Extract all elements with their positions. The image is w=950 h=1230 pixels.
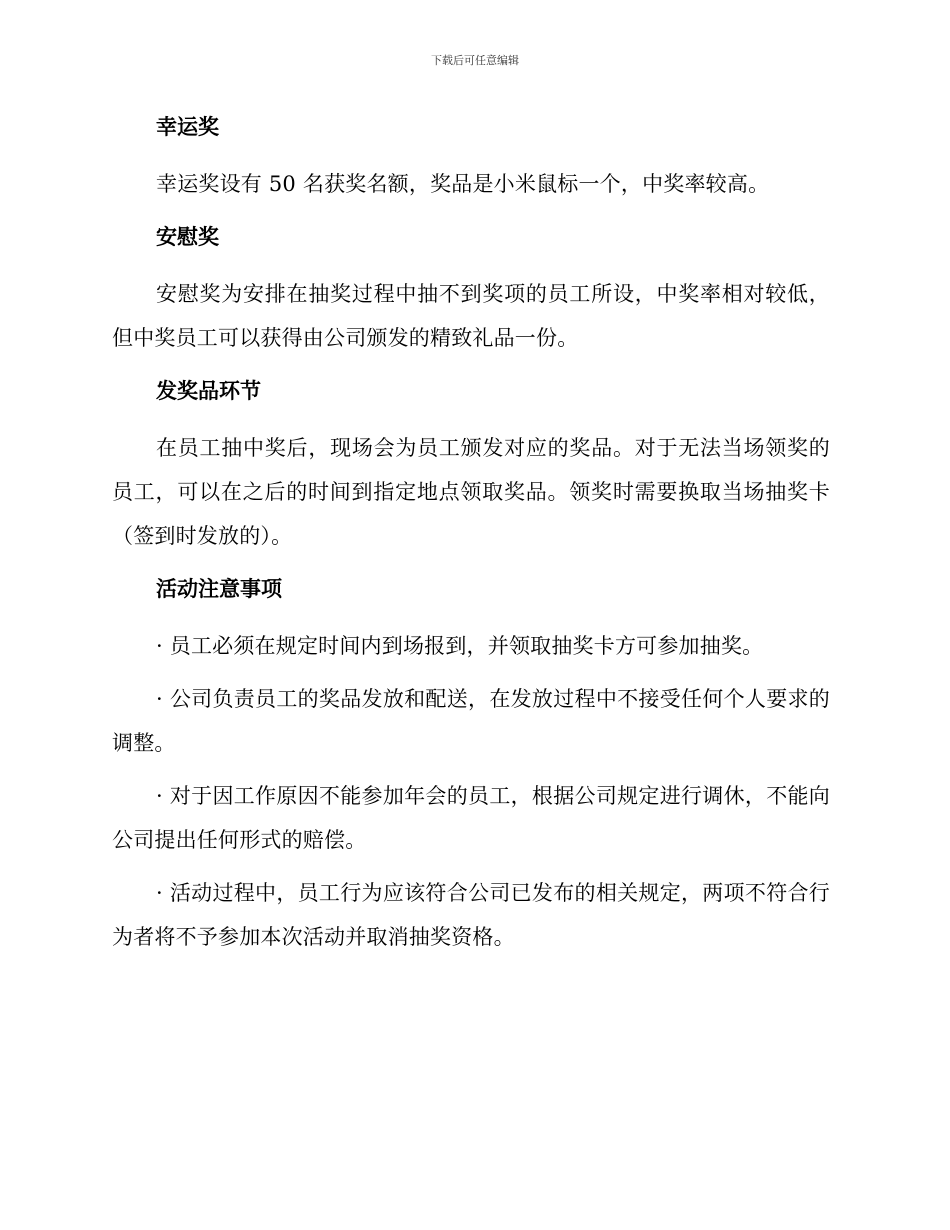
paragraph-prize-distribution: 在员工抽中奖后，现场会为员工颁发对应的奖品。对于无法当场领奖的员工，可以在之后的时间到指定地点领取奖品。领奖时需要换取当场抽奖卡（签到时发放的）。	[112, 436, 830, 548]
document-body	[112, 108, 830, 959]
page-header: 下载后可任意编辑	[431, 54, 519, 67]
paragraph-lucky-prize: 幸运奖设有 50 名获奖名额，奖品是小米鼠标一个，中奖率较高。	[156, 172, 770, 196]
section-heading-consolation-prize: 安慰奖	[156, 225, 219, 249]
bullet-item-delivery: · 公司负责员工的奖品发放和配送，在发放过程中不接受任何个人要求的调整。	[112, 687, 830, 755]
bullet-item-check-in: · 员工必须在规定时间内到场报到，并领取抽奖卡方可参加抽奖。	[156, 634, 764, 658]
section-heading-prize-distribution: 发奖品环节	[156, 379, 261, 403]
bullet-item-conduct: · 活动过程中，员工行为应该符合公司已发布的相关规定，两项不符合行为者将不予参加本次活动并取消抽奖资格。	[112, 881, 830, 949]
bullet-item-absence: · 对于因工作原因不能参加年会的员工，根据公司规定进行调休，不能向公司提出任何形式的赔偿。	[112, 784, 830, 852]
section-heading-notes: 活动注意事项	[156, 577, 282, 601]
paragraph-consolation-prize: 安慰奖为安排在抽奖过程中抽不到奖项的员工所设，中奖率相对较低，但中奖员工可以获得由公司颁发的精致礼品一份。	[112, 282, 830, 350]
section-heading-lucky-prize: 幸运奖	[156, 115, 219, 139]
